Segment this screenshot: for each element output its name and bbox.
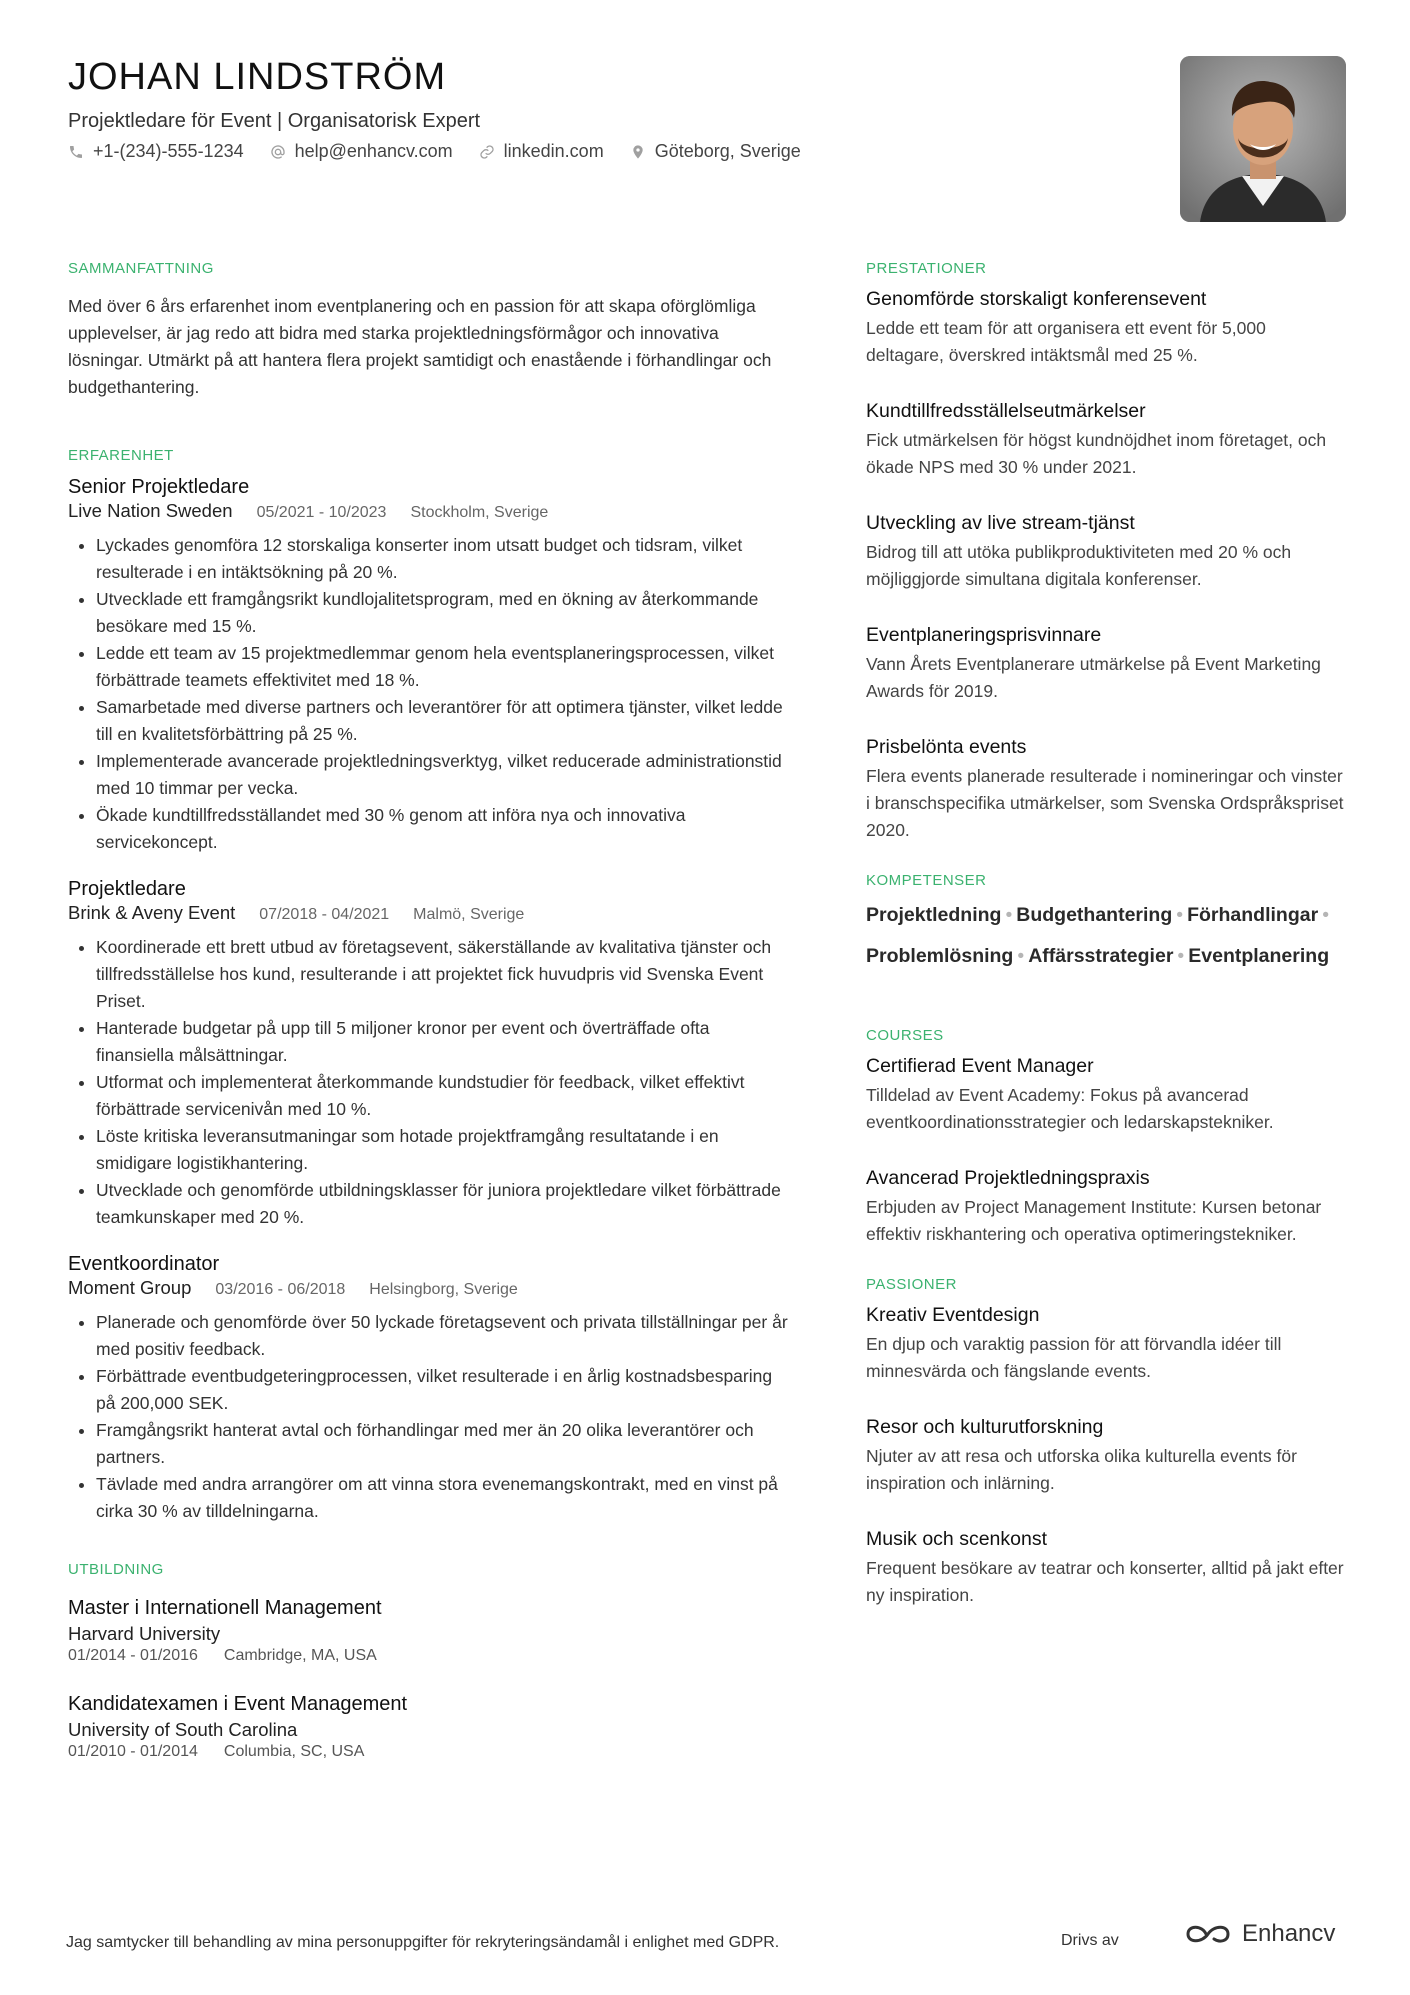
location-text: Göteborg, Sverige [654,141,801,161]
job-title: Projektledare [68,878,186,900]
section-title-education: UTBILDNING [68,1561,164,1578]
achievement-desc: Flera events planerade resulterade i nomineringar och vinster i branschspecifika utmärkelser, som Svenska Ordspråkspriset 2020. [866,766,1344,840]
education-dates: 01/2010 - 01/2014 [68,1743,198,1760]
right-column [866,260,1346,1637]
achievement-item [866,509,1346,593]
education-school: University of South Carolina [68,1719,298,1740]
contact-row [68,141,801,162]
achievement-item [866,285,1346,369]
job-bullets [68,934,788,1231]
at-icon [270,144,286,160]
achievement-title: Utveckling av live stream-tjänst [866,512,1135,534]
bullet-item: • Lyckades genomföra 12 storskaliga konserter inom utsatt budget och tidsram, vilket resulterade i en intäktsökning på 20 %. [96,532,788,586]
course-item [866,1164,1346,1248]
experience-section [68,447,788,1525]
contact-location [630,141,801,162]
contact-email[interactable] [270,141,453,162]
job-company: Brink & Aveny Event [68,902,236,923]
email-text: help@enhancv.com [294,141,453,161]
separator-dot: • [1005,904,1013,926]
skill-item: Problemlösning [866,945,1014,967]
section-title-courses: COURSES [866,1027,944,1044]
bullet-item: • Koordinerade ett brett utbud av företagsevent, säkerställande av kvalitativa tjänster och tillfredsställelse hos kund, resulterande i att projektet fick huvudpris vid Svenska Event Priset. [96,934,788,1015]
bullet-item: • Förbättrade eventbudgeteringprocessen, vilket resulterade i en årlig kostnadsbesparing på 200,000 SEK. [96,1363,788,1417]
course-desc: Tilldelad av Event Academy: Fokus på avancerad eventkoordinationsstrategier och ledarskapstekniker. [866,1085,1274,1132]
gdpr-consent: Jag samtycker till behandling av mina personuppgifter för rekryteringsändamål i enlighet med GDPR. [66,1934,780,1951]
summary-text: Med över 6 års erfarenhet inom eventplanering och en passion för att skapa oförglömliga upplevelser, är jag redo att bidra med starka projektledningsförmågor och innovativa lösningar. Utmärkt på att hantera flera projekt samtidigt och enastående i förhandlingar och budgethantering. [68,296,772,397]
location-pin-icon [630,144,646,160]
phone-icon [68,144,84,160]
course-title: Certifierad Event Manager [866,1055,1094,1077]
achievement-desc: Fick utmärkelsen för högst kundnöjdhet inom företaget, och ökade NPS med 30 % under 2021. [866,430,1327,477]
course-item [866,1052,1346,1136]
achievement-title: Prisbelönta events [866,736,1027,758]
passion-item [866,1301,1346,1385]
achievement-title: Genomförde storskaligt konferensevent [866,288,1207,310]
achievement-title: Kundtillfredsställelseutmärkelser [866,400,1146,422]
summary-section [68,260,788,401]
candidate-subtitle: Projektledare för Event | Organisatorisk Expert [68,110,481,132]
bullet-item: • Tävlade med andra arrangörer om att vinna stora evenemangskontrakt, med en vinst på cirka 30 % av tilldelningarna. [96,1471,788,1525]
job-location: Stockholm, Sverige [410,504,549,521]
course-title: Avancerad Projektledningspraxis [866,1167,1150,1189]
passion-title: Kreativ Eventdesign [866,1304,1040,1326]
passion-title: Musik och scenkonst [866,1528,1047,1550]
contact-linkedin[interactable] [479,141,604,162]
section-title-passions: PASSIONER [866,1276,957,1293]
achievement-desc: Bidrog till att utöka publikproduktiviteten med 20 % och möjliggjorde simultana digitala konferenser. [866,542,1292,589]
enhancv-logo-icon [1184,1921,1232,1947]
bullet-item: • Samarbetade med diverse partners och leverantörer för att optimera tjänster, vilket ledde till en kvalitetsförbättring på 25 %. [96,694,788,748]
separator-dot: • [1176,904,1184,926]
passion-desc: En djup och varaktig passion för att förvandla idéer till minnesvärda och fängslande events. [866,1334,1282,1381]
bullet-item: • Ledde ett team av 15 projektmedlemmar genom hela eventsplaneringsprocessen, vilket förbättrade teamets effektivitet med 18 %. [96,640,788,694]
skill-item: Budgethantering [1016,904,1173,926]
skills-list [866,895,1346,977]
education-section [68,1561,788,1762]
job-dates: 03/2016 - 06/2018 [215,1281,346,1298]
job-meta [68,902,788,924]
achievement-item [866,397,1346,481]
passion-desc: Frequent besökare av teatrar och konserter, alltid på jakt efter ny inspiration. [866,1558,1344,1605]
education-entry [68,1594,788,1666]
job-dates: 07/2018 - 04/2021 [259,906,390,923]
job-dates: 05/2021 - 10/2023 [256,504,387,521]
bullet-item: • Planerade och genomförde över 50 lyckade företagsevent och privata tillställningar per år med positiv feedback. [96,1309,788,1363]
education-entry [68,1690,788,1762]
skill-item: Projektledning [866,904,1002,926]
education-degree: Kandidatexamen i Event Management [68,1693,408,1715]
job-company: Moment Group [68,1277,192,1298]
separator-dot: • [1017,945,1025,967]
education-degree: Master i Internationell Management [68,1597,382,1619]
section-title-skills: KOMPETENSER [866,872,987,889]
achievement-item [866,621,1346,705]
link-icon [479,144,495,160]
education-meta [68,1742,788,1762]
skills-section [866,872,1346,977]
passion-desc: Njuter av att resa och utforska olika kulturella events för inspiration och inlärning. [866,1446,1297,1493]
bullet-item: • Utformat och implementerat återkommande kundstudier för feedback, vilket effektivt förbättrade servicenivån med 10 %. [96,1069,788,1123]
job-entry [68,876,788,1231]
achievements-section [866,260,1346,844]
achievement-desc: Ledde ett team för att organisera ett event för 5,000 deltagare, överskred intäktsmål med 25 %. [866,318,1266,365]
powered-by-label: Drivs av [1061,1932,1119,1949]
contact-phone[interactable] [68,141,244,162]
passion-title: Resor och kulturutforskning [866,1416,1104,1438]
job-title: Senior Projektledare [68,476,250,498]
bullet-item: • Framgångsrikt hanterat avtal och förhandlingar med mer än 20 olika leverantörer och partners. [96,1417,788,1471]
education-location: Columbia, SC, USA [223,1743,365,1760]
education-dates: 01/2014 - 01/2016 [68,1647,198,1664]
enhancv-logo[interactable] [1184,1920,1335,1948]
passions-section [866,1276,1346,1609]
separator-dot: • [1322,904,1330,926]
job-title: Eventkoordinator [68,1253,220,1275]
bullet-item: • Utvecklade och genomförde utbildningsklasser för juniora projektledare vilket förbättrade teamkunskaper med 20 %. [96,1177,788,1231]
bullet-item: • Löste kritiska leveransutmaningar som hotade projektframgång resultatande i en smidigare logistikhantering. [96,1123,788,1177]
passion-item [866,1525,1346,1609]
job-entry [68,474,788,856]
separator-dot: • [1177,945,1185,967]
job-meta [68,1277,788,1299]
job-entry [68,1251,788,1525]
bullet-item: • Implementerade avancerade projektledningsverktyg, vilket reducerade administrationstid med 10 timmar per vecka. [96,748,788,802]
job-meta [68,500,788,522]
skill-item: Förhandlingar [1187,904,1319,926]
section-title-achievements: PRESTATIONER [866,260,987,277]
education-school: Harvard University [68,1623,221,1644]
education-meta [68,1646,788,1666]
brand-name: Enhancv [1242,1920,1336,1947]
left-column [68,260,788,1786]
education-location: Cambridge, MA, USA [223,1647,377,1664]
candidate-name: JOHAN LINDSTRÖM [68,56,447,98]
achievement-desc: Vann Årets Eventplanerare utmärkelse på Event Marketing Awards för 2019. [866,654,1321,701]
bullet-item: • Hanterade budgetar på upp till 5 miljoner kronor per event och överträffade ofta finansiella målsättningar. [96,1015,788,1069]
achievement-item [866,733,1346,844]
achievement-title: Eventplaneringsprisvinnare [866,624,1102,646]
job-bullets [68,1309,788,1525]
linkedin-text: linkedin.com [503,141,604,161]
job-bullets [68,532,788,856]
skill-item: Affärsstrategier [1028,945,1174,967]
bullet-item: • Utvecklade ett framgångsrikt kundlojalitetsprogram, med en ökning av återkommande besökare med 15 %. [96,586,788,640]
passion-item [866,1413,1346,1497]
course-desc: Erbjuden av Project Management Institute: Kursen betonar effektiv riskhantering och operativa optimeringstekniker. [866,1197,1322,1244]
section-title-summary: SAMMANFATTNING [68,260,214,277]
profile-photo [1180,56,1346,222]
avatar-illustration [1180,56,1346,222]
job-company: Live Nation Sweden [68,500,233,521]
job-location: Malmö, Sverige [413,906,525,923]
courses-section [866,1027,1346,1248]
section-title-experience: ERFARENHET [68,447,174,464]
skill-item: Eventplanering [1188,945,1330,967]
phone-text: +1-(234)-555-1234 [93,141,244,161]
bullet-item: • Ökade kundtillfredsställandet med 30 % genom att införa nya och innovativa servicekoncept. [96,802,788,856]
job-location: Helsingborg, Sverige [369,1281,518,1298]
